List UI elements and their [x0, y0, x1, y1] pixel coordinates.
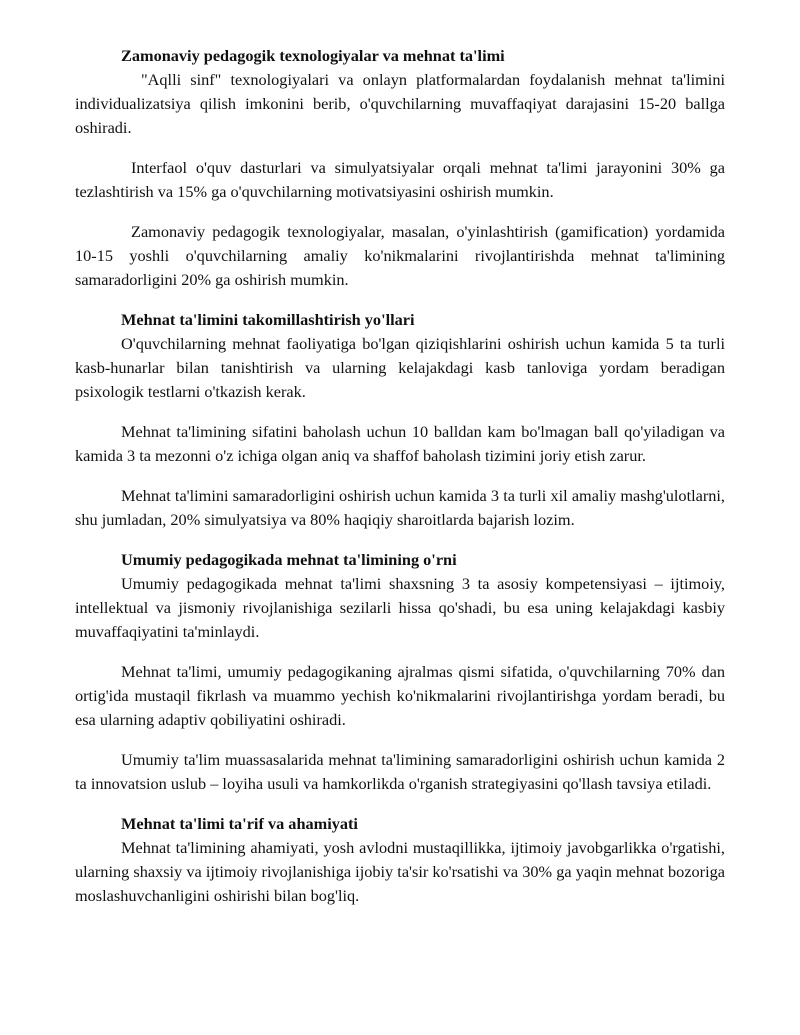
- paragraph: Mehnat ta'limining ahamiyati, yosh avlodni mustaqillikka, ijtimoiy javobgarlikka o'rgatishi, ularning shaxsiy va ijtimoiy rivojlanishiga ijobiy ta'sir ko'rsatishi va 30% ga yaqin mehnat bozoriga moslashuvchanligini oshirishi bilan bog'liq.: [75, 838, 725, 905]
- section-improvement-ways: [75, 308, 725, 532]
- section-definition-importance: [75, 812, 725, 908]
- section-general-pedagogy-role: [75, 548, 725, 796]
- paragraph: Umumiy ta'lim muassasalarida mehnat ta'limining samaradorligini oshirish uchun kamida 2 ta innovatsion uslub – loyiha usuli va hamkorlikda o'rganish strategiyasini qo'llash tavsiya etiladi.: [75, 750, 725, 793]
- paragraph: Mehnat ta'limi, umumiy pedagogikaning ajralmas qismi sifatida, o'quvchilarning 70% dan ortig'ida mustaqil fikrlash va muammo yechish ko'nikmalarini rivojlantirishga yordam beradi, bu esa ularning adaptiv qobiliyatini oshiradi.: [75, 662, 725, 729]
- paragraph: Zamonaviy pedagogik texnologiyalar, masalan, o'yinlashtirish (gamification) yordamida 10-15 yoshli o'quvchilarning amaliy ko'nikmalarini rivojlantirishda mehnat ta'limining samaradorligini 20% ga oshirish mumkin.: [75, 222, 725, 289]
- section-heading: Mehnat ta'limini takomillashtirish yo'llari: [121, 310, 415, 329]
- paragraph: Mehnat ta'limining sifatini baholash uchun 10 balldan kam bo'lmagan ball qo'yiladigan va kamida 3 ta mezonni o'z ichiga olgan aniq va shaffof baholash tizimini joriy etish zarur.: [75, 422, 725, 465]
- paragraph: O'quvchilarning mehnat faoliyatiga bo'lgan qiziqishlarini oshirish uchun kamida 5 ta turli kasb-hunarlar bilan tanishtirish va ularning kelajakdagi kasb tanloviga yordam beradigan psixologik testlarni o'tkazish kerak.: [75, 334, 725, 401]
- paragraph: "Aqlli sinf" texnologiyalari va onlayn platformalardan foydalanish mehnat ta'limini individualizatsiya qilish imkonini berib, o'quvchilarning muvaffaqiyat darajasini 15-20 ballga oshiradi.: [75, 70, 725, 137]
- paragraph: Interfaol o'quv dasturlari va simulyatsiyalar orqali mehnat ta'limi jarayonini 30% ga tezlashtirish va 15% ga o'quvchilarning motivatsiyasini oshirish mumkin.: [75, 158, 725, 201]
- section-heading: Zamonaviy pedagogik texnologiyalar va mehnat ta'limi: [121, 46, 505, 65]
- section-modern-technologies: [75, 44, 725, 292]
- section-heading: Mehnat ta'limi ta'rif va ahamiyati: [121, 814, 358, 833]
- paragraph: Mehnat ta'limini samaradorligini oshirish uchun kamida 3 ta turli xil amaliy mashg'ulotlarni, shu jumladan, 20% simulyatsiya va 80% haqiqiy sharoitlarda bajarish lozim.: [75, 486, 725, 529]
- document-page: [75, 44, 725, 908]
- section-heading: Umumiy pedagogikada mehnat ta'limining o'rni: [121, 550, 457, 569]
- paragraph: Umumiy pedagogikada mehnat ta'limi shaxsning 3 ta asosiy kompetensiyasi – ijtimoiy, intellektual va jismoniy rivojlanishiga sezilarli hissa qo'shadi, bu esa uning kelajakdagi kasbiy muvaffaqiyatini ta'minlaydi.: [75, 574, 725, 641]
